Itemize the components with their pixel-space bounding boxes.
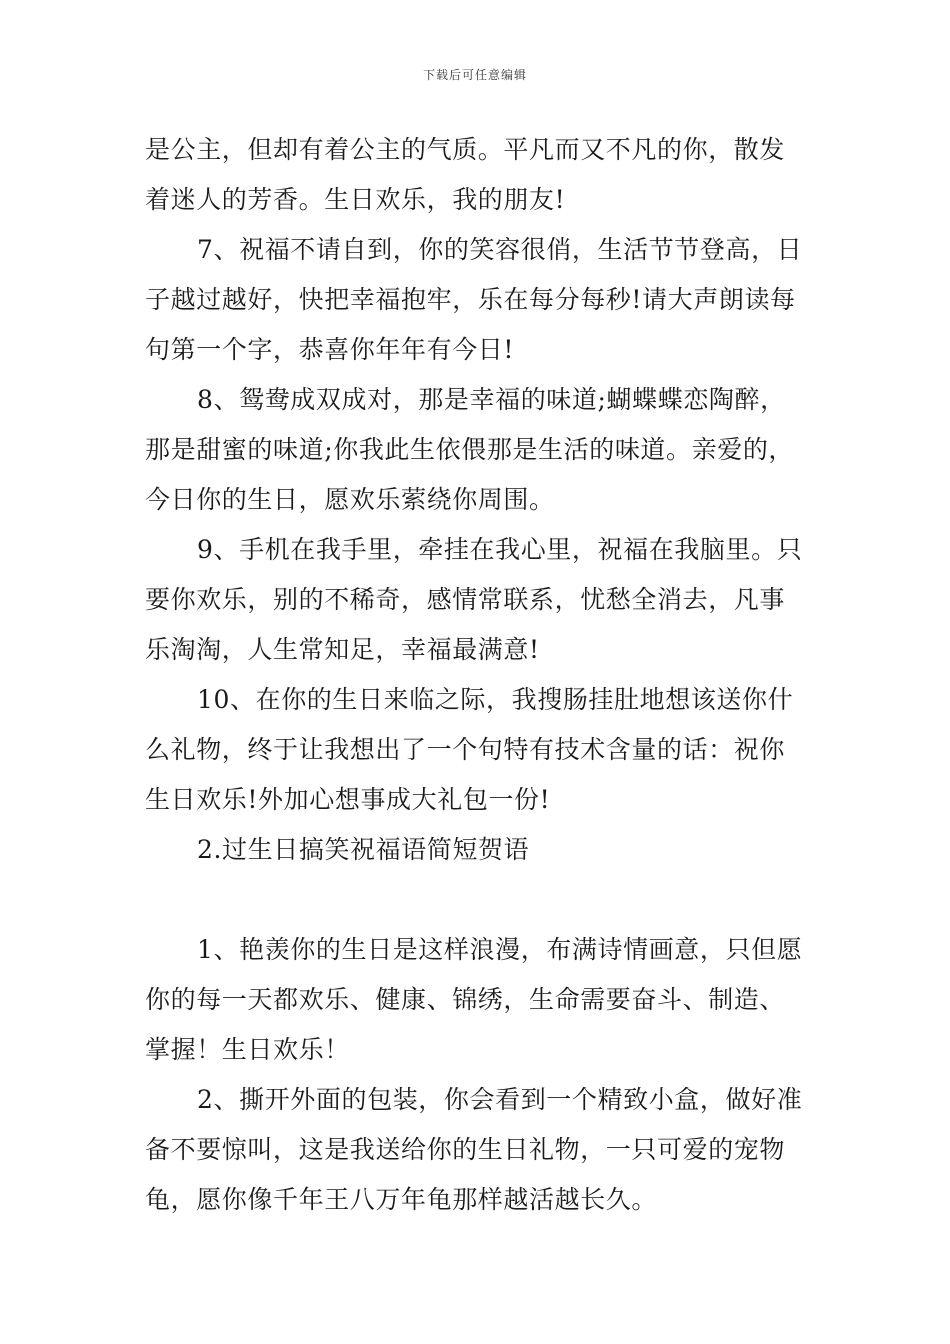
text-line: 9、手机在我手里，牵挂在我心里，祝福在我脑里。只 xyxy=(197,535,803,564)
heading-line: 2.过生日搞笑祝福语简短贺语 xyxy=(197,835,530,864)
text-line: 着迷人的芳香。生日欢乐，我的朋友! xyxy=(145,185,566,214)
paragraph-item-8 xyxy=(145,375,815,525)
text-line: 么礼物，终于让我想出了一个句特有技术含量的话：祝你 xyxy=(145,735,786,764)
text-line: 要你欢乐，别的不稀奇，感情常联系，忧愁全消去，凡事 xyxy=(145,585,786,614)
page-header: 下载后可任意编辑 xyxy=(422,68,527,82)
paragraph-item-2 xyxy=(145,1075,815,1225)
text-line: 子越过越好，快把幸福抱牢，乐在每分每秒!请大声朗读每 xyxy=(145,285,796,314)
text-line: 今日你的生日，愿欢乐萦绕你周围。 xyxy=(145,485,555,514)
paragraph-item-7 xyxy=(145,225,815,375)
text-line: 7、祝福不请自到，你的笑容很俏，生活节节登高，日 xyxy=(197,235,803,264)
text-line: 句第一个字，恭喜你年年有今日! xyxy=(145,335,515,364)
document-body xyxy=(145,125,815,1225)
text-line: 生日欢乐!外加心想事成大礼包一份! xyxy=(145,785,551,814)
paragraph-item-9 xyxy=(145,525,815,675)
text-line: 那是甜蜜的味道;你我此生依偎那是生活的味道。亲爱的， xyxy=(145,435,795,464)
text-line: 龟，愿你像千年王八万年龟那样越活越长久。 xyxy=(145,1185,658,1214)
paragraph-item-1 xyxy=(145,925,815,1075)
text-line: 8、鸳鸯成双成对，那是幸福的味道;蝴蝶蝶恋陶醉， xyxy=(197,385,786,414)
text-line: 你的每一天都欢乐、健康、锦绣，生命需要奋斗、制造、 xyxy=(145,985,786,1014)
text-line: 乐淘淘，人生常知足，幸福最满意! xyxy=(145,635,540,664)
text-line: 备不要惊叫，这是我送给你的生日礼物，一只可爱的宠物 xyxy=(145,1135,786,1164)
text-line: 2、撕开外面的包装，你会看到一个精致小盒，做好准 xyxy=(197,1085,803,1114)
paragraph-continuation xyxy=(145,125,815,225)
paragraph-item-10 xyxy=(145,675,815,825)
blank-gap xyxy=(145,875,815,925)
text-line: 10、在你的生日来临之际，我搜肠挂肚地想该送你什 xyxy=(197,685,794,714)
text-line: 掌握！生日欢乐！ xyxy=(145,1035,350,1064)
section-heading xyxy=(145,825,815,875)
text-line: 1、艳羡你的生日是这样浪漫，布满诗情画意，只但愿 xyxy=(197,935,803,964)
text-line: 是公主，但却有着公主的气质。平凡而又不凡的你，散发 xyxy=(145,135,786,164)
